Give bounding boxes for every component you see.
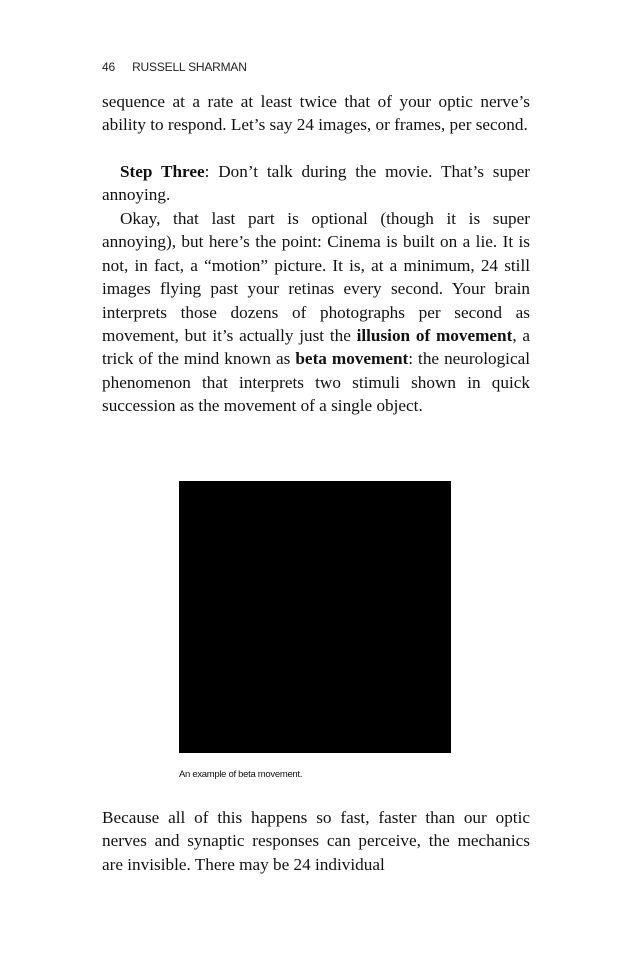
paragraph-1: sequence at a rate at least twice that of your optic nerve’s ability to respond. Let’s say 24 images, or frames, per second. <box>102 92 530 135</box>
beta-movement-term: beta movement <box>295 349 409 369</box>
author-name: RUSSELL SHARMAN <box>132 60 247 74</box>
paragraph-2 <box>102 160 530 207</box>
illusion-of-movement-term: illusion of movement <box>356 326 513 346</box>
page-number: 46 <box>102 60 115 74</box>
running-header <box>102 60 247 74</box>
step-three-text: : Don’t talk during the movie. That’s super annoying. <box>102 162 530 205</box>
beta-movement-figure <box>179 481 451 753</box>
paragraph-3-part-c: : the neurological phenomenon that interprets two stimuli shown in quick succession as the movement of a single object. <box>102 349 530 416</box>
paragraph-3-part-b: , a trick of the mind known as <box>102 326 530 369</box>
paragraph-3-part-a: Okay, that last part is optional (though it is super annoying), but here’s the point: Cinema is built on a lie. It is not, in fact, a “motion” picture. It is, at a minimum, 24 still images flying past your retinas every second. Your brain interprets those dozens of photographs per second as movement, but it’s actually just the <box>102 209 530 346</box>
paragraph-4: Because all of this happens so fast, faster than our optic nerves and synaptic responses can perceive, the mechanics are invisible. There may be 24 individual <box>102 808 530 874</box>
paragraph-3 <box>102 207 530 418</box>
figure-caption: An example of beta movement. <box>179 769 303 780</box>
step-three-label: Step Three <box>120 162 205 181</box>
